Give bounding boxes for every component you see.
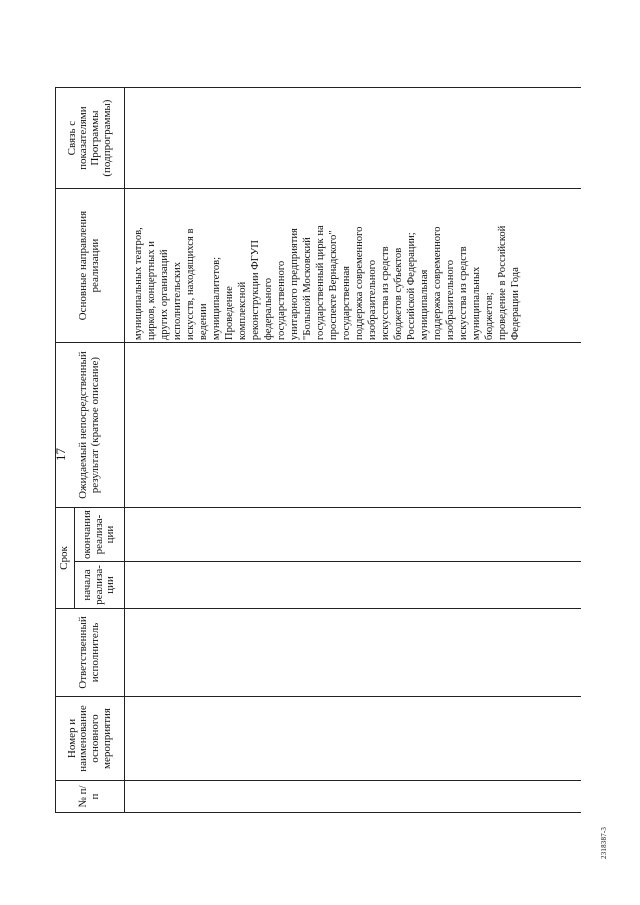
directions-line: ведении [198,303,209,341]
directions-line: унитарного предприятия [289,228,300,341]
directions-line: бюджетов субъектов [393,247,404,341]
cell-executor [125,609,581,697]
directions-line: искусств, находящихся в [185,228,196,341]
directions-line: Российской Федерации; [406,232,417,341]
page-number: 17 [53,448,68,461]
header-num: № п/п [56,781,125,813]
directions-line: искусства из средств [458,246,469,341]
directions-line: государственного [276,260,287,341]
cell-link [125,88,581,189]
directions-line: федерального [263,278,274,341]
directions-line: муниципальная [419,269,430,341]
document-code: 2318387-3 [600,826,608,859]
program-table [55,87,581,813]
header-event: Номер и наименование основного мероприятия [56,697,125,781]
cell-term-end [125,508,581,562]
directions-line: муниципалитетов; [211,256,222,341]
directions-line: Федерации Года [510,267,521,341]
cell-event [125,697,581,781]
directions-line: других организаций [159,249,170,341]
directions-line: муниципальных [471,266,482,341]
directions-line: исполнительских [172,261,183,341]
directions-line: поддержка современного [432,226,443,341]
directions-line: изобразительного [445,259,456,341]
directions-text [125,189,522,342]
directions-line: проспекте Вернадского" [328,230,339,341]
cell-result [125,343,581,508]
header-term-start: начала реализа-ции [75,562,125,609]
directions-line: комплексной [237,281,248,341]
directions-line: цирков, концертных и [146,241,157,341]
directions-line: государственный цирк на [315,225,326,341]
header-result: Ожидаемый непосредственный результат (краткое описание) [56,343,125,508]
directions-line: искусства из средств [380,246,391,341]
directions-line: изобразительного [367,259,378,341]
header-term-end: окончания реализа-ции [75,508,125,562]
directions-line: реконструкции ФГУП [250,240,261,341]
header-link: Связь с показателями Программы (подпрограммы) [56,88,125,189]
cell-term-start [125,562,581,609]
directions-line: поддержка современного [354,226,365,341]
header-term: Срок [56,508,75,609]
directions-line: "Большой Московский [302,237,313,341]
header-directions: Основные направления реализации [56,189,125,343]
directions-line: муниципальных театров, [133,227,144,341]
cell-num [125,781,581,813]
directions-line: государственная [341,265,352,341]
cell-directions [125,189,581,343]
directions-line: бюджетов; [484,292,495,341]
header-executor: Ответственный исполнитель [56,609,125,697]
directions-line: проведение в Российской [497,225,508,341]
directions-line: Проведение [224,286,235,341]
